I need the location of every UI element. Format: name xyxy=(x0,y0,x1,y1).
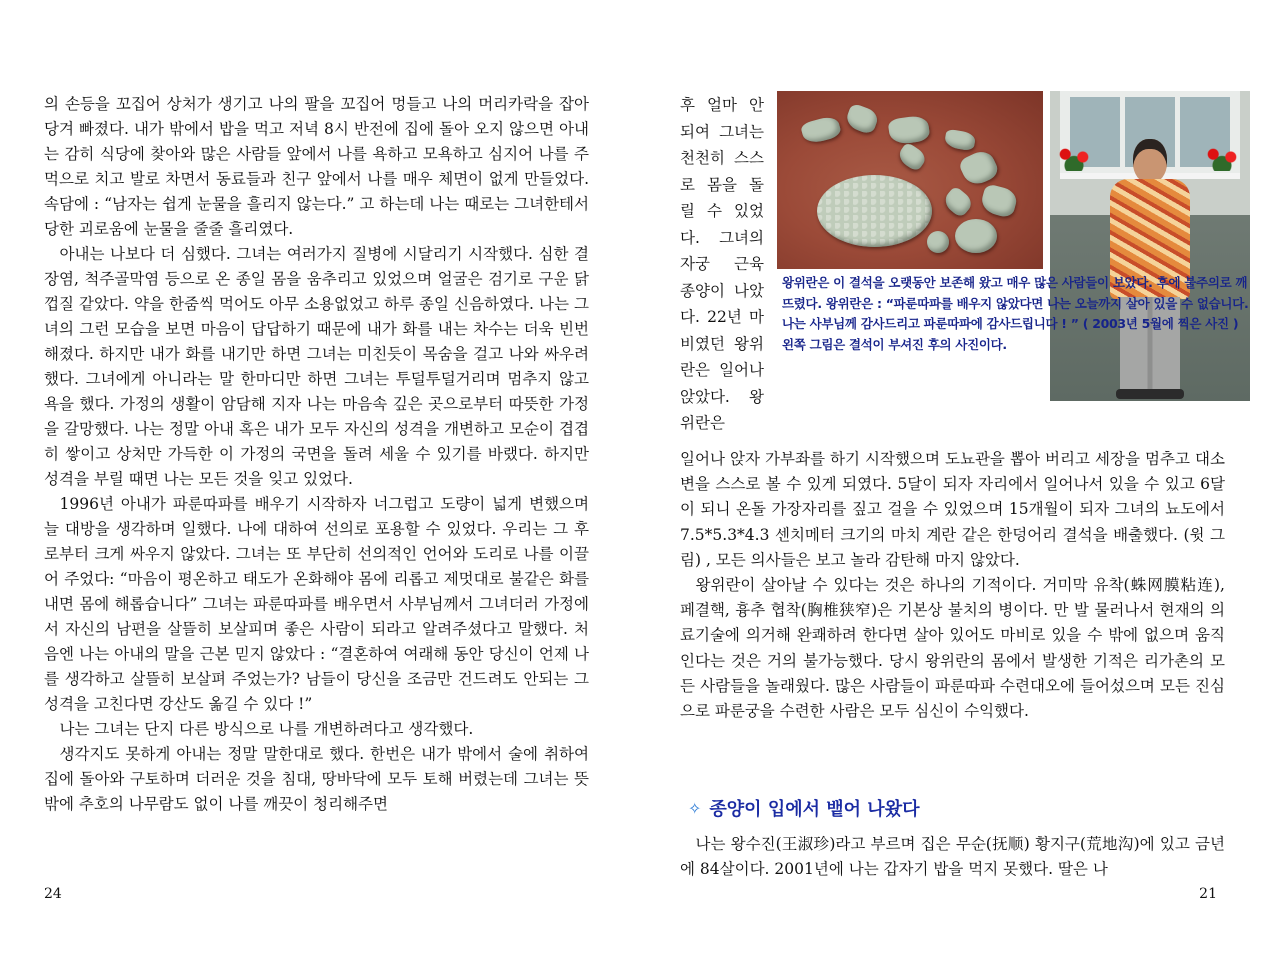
paragraph: 의 손등을 꼬집어 상처가 생기고 나의 팔을 꼬집어 멍들고 나의 머리카락을 잡아 당겨 빠졌다. 내가 밖에서 밥을 먹고 저녁 8시 반전에 집에 돌아 오지 않으면 아내는 감히 식당에 찾아와 많은 사람들 앞에서 나를 욕하고 모욕하고 심지어 나를 주먹으로 치고 발로 차면서 동료들과 친구 앞에서 나를 매우 체면이 없게 만들었다. 속담에 : “남자는 쉽게 눈물을 흘리지 않는다.” 고 하는데 나는 때로는 그녀한테서 당한 괴로움에 눈물을 줄줄 흘리였다. xyxy=(44,95,589,238)
paragraph: 나는 그녀는 단지 다른 방식으로 나를 개변하려다고 생각했다. xyxy=(59,720,474,738)
paragraph: 일어나 앉자 가부좌를 하기 시작했으며 도뇨관을 뽑아 버리고 세장을 멈추고 대소변을 스스로 볼 수 있게 되였다. 5달이 되자 자리에서 일어나서 있을 수 있고 6달이 되니 온돌 가장자리를 짚고 걸을 수 있었으며 15개월이 되자 그녀의 뇨도에서 7.5*5.3*4.3 센치메터 크기의 마치 계란 같은 한덩어리 결석을 배출했다. (윗 그림) , 모든 의사들은 보고 놀라 감탄해 마지 않았다. xyxy=(680,450,1225,569)
right-text-column-bottom xyxy=(680,832,1225,882)
paragraph: 생각지도 못하게 아내는 정말 말한대로 했다. 한번은 내가 밖에서 술에 취하여 집에 돌아와 구토하며 더러운 것을 침대, 땅바닥에 모두 토해 버렸는데 그녀는 뜻밖에 추호의 나무람도 없이 나를 깨끗이 청리해주면 xyxy=(44,745,589,813)
section-heading-text: 종양이 입에서 뱉어 나왔다 xyxy=(709,799,920,820)
paragraph: 왕위란이 살아날 수 있다는 것은 하나의 기적이다. 거미막 유착(蛛网膜粘连), 페결핵, 흉추 협착(胸椎狭窄)은 기본상 불치의 병이다. 만 발 물러나서 현재의 의료기술에 의거해 완쾌하려 한다면 살아 있어도 마비로 있을 수 밖에 없으며 움직인다는 것은 거의 불가능했다. 당시 왕위란의 몸에서 발생한 기적은 리가촌의 모든 사람들을 놀래웠다. 많은 사람들이 파룬따파 수련대오에 들어섰으며 모든 진심으로 파룬궁을 수련한 사람은 모두 심신이 수익했다. xyxy=(680,576,1225,721)
right-text-column xyxy=(680,447,1225,724)
right-page xyxy=(632,0,1265,978)
left-page xyxy=(0,0,632,978)
narrow-text-column xyxy=(680,92,764,437)
page-number: 24 xyxy=(44,886,62,902)
gallstone-photo xyxy=(777,91,1043,269)
photo-caption: 왕위란은 이 결석을 오랫동안 보존해 왔고 매우 많은 사람들이 보았다. 후에 불주의로 깨뜨렸다. 왕위란은 : “파룬따파를 배우지 않았다면 나는 오늘까지 살아 있을 수 없습니다. 나는 사부님께 감사드리고 파룬따파에 감사드립니다 ! ” ( 2003년 5월에 찍은 사진 ) 왼쪽 그림은 결석이 부셔진 후의 사진이다. xyxy=(782,275,1249,352)
sparkle-icon: ✧ xyxy=(688,798,702,818)
paragraph: 아내는 나보다 더 심했다. 그녀는 여러가지 질병에 시달리기 시작했다. 심한 결장염, 척주골막염 등으로 온 종일 몸을 움추리고 있었으며 얼굴은 검기로 구운 닭껍질 같았다. 약을 한줌씩 먹어도 아무 소용없었고 하루 종일 신음하였다. 나는 그녀의 그런 모습을 보면 마음이 답답하기 때문에 내가 화를 내는 차수는 더욱 빈번해졌다. 하지만 내가 화를 내기만 하면 그녀는 미친듯이 목숨을 걸고 나와 싸우려 했다. 그녀에게 아니라는 말 한마디만 하면 그녀는 투덜투덜거리며 멈추지 않고 욕을 했다. 가정의 생활이 암담해 지자 나는 마음속 깊은 곳으로부터 따뜻한 가정을 갈망했다. 나는 정말 아내 혹은 내가 모두 자신의 성격을 개변하고 모순이 겹겹히 쌓이고 상처만 가득한 이 가정의 국면을 돌려 세울 수 있기를 바랬다. 하지만 성격을 부릴 때면 나는 모든 것을 잊고 있었다. xyxy=(44,245,589,488)
paragraph: 후 얼마 안 되여 그녀는 천천히 스스로 몸을 돌릴 수 있었다. 그녀의 자궁 근육 종양이 나았다. 22년 마비였던 왕위란은 일어나 앉았다. 왕위란은 xyxy=(680,96,764,432)
section-heading xyxy=(688,795,919,821)
left-text-column xyxy=(44,92,589,817)
paragraph: 나는 왕수진(王淑珍)라고 부르며 집은 무순(抚顺) 황지구(荒地沟)에 있고 금년에 84살이다. 2001년에 나는 갑자기 밥을 먹지 못했다. 딸은 나 xyxy=(680,835,1225,878)
page-number: 21 xyxy=(1199,886,1217,902)
paragraph: 1996년 아내가 파룬따파를 배우기 시작하자 너그럽고 도량이 넓게 변했으며 늘 대방을 생각하며 일했다. 나에 대하여 선의로 포용할 수 있었다. 우리는 그 후로부터 크게 싸우지 않았다. 그녀는 또 부단히 선의적인 언어와 도리로 나를 이끌어 주었다: “마음이 평온하고 태도가 온화해야 몸에 리롭고 제멋대로 불같은 화를 내면 몸에 해롭습니다” 그녀는 파룬따파를 배우면서 사부님께서 그녀더러 가정에서 자신의 남편을 살뜰히 보살피며 좋은 사람이 되라고 알려주셨다고 말했다. 처음엔 나는 아내의 말을 근본 믿지 않았다 : “결혼하여 여래해 동안 당신이 언제 나를 생각하고 살뜰히 보살펴 주었는가? 남들이 당신을 조금만 건드려도 안되는 그 성격을 고친다면 강산도 옮길 수 있다 !” xyxy=(44,495,589,713)
